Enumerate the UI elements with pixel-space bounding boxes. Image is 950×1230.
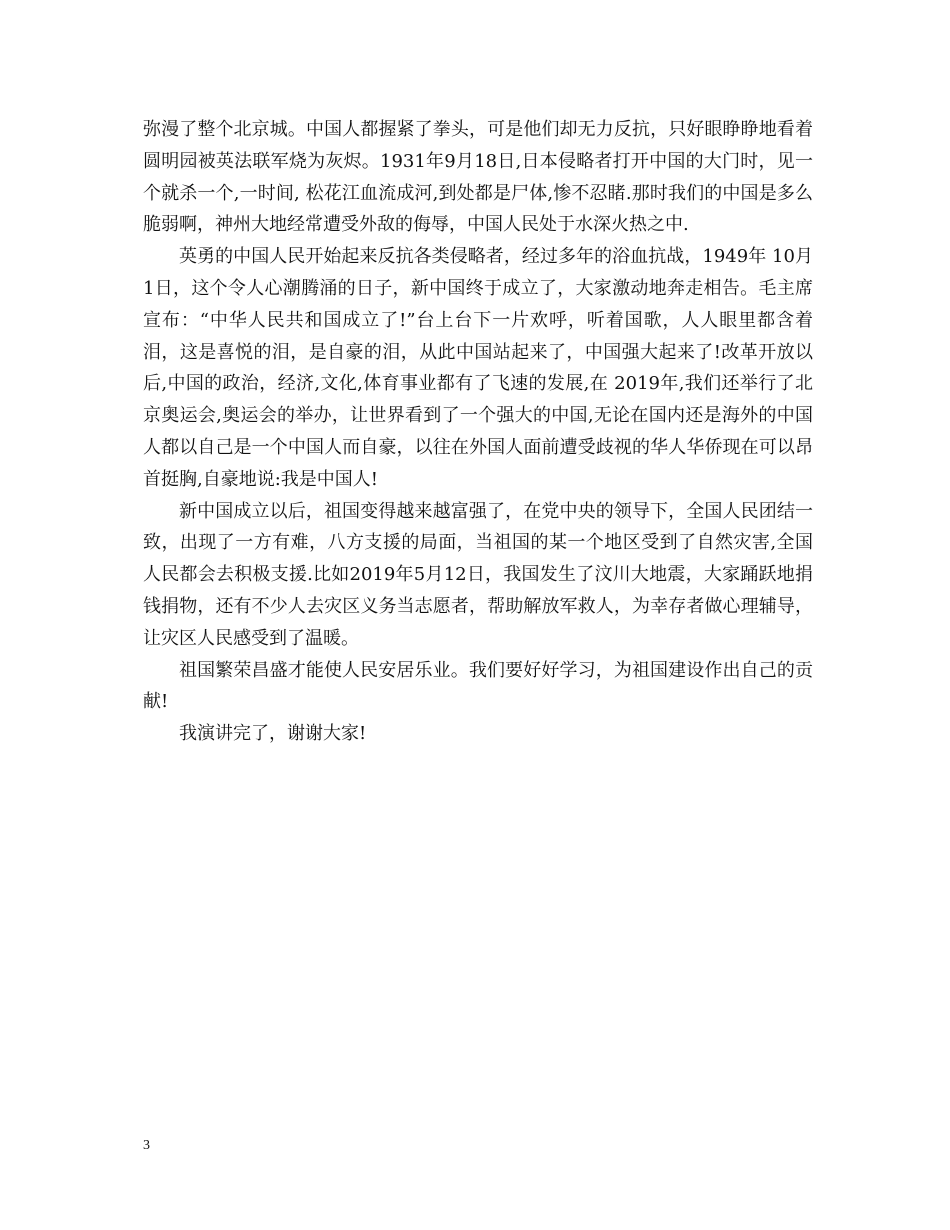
document-body (143, 114, 813, 750)
paragraph-2: 英勇的中国人民开始起来反抗各类侵略者，经过多年的浴血抗战，1949年 10月1日，这个令人心潮腾涌的日子，新中国终于成立了，大家激动地奔走相告。毛主席宣布：“中华人民共和国成立了!”台上台下一片欢呼，听着国歌，人人眼里都含着泪，这是喜悦的泪，是自豪的泪，从此中国站起来了，中国强大起来了!改革开放以后,中国的政治，经济,文化,体育事业都有了飞速的发展,在 2019年,我们还举行了北京奥运会,奥运会的举办，让世界看到了一个强大的中国,无论在国内还是海外的中国人都以自己是一个中国人而自豪，以往在外国人面前遭受歧视的华人华侨现在可以昂首挺胸,自豪地说:我是中国人! (143, 246, 813, 490)
paragraph-5: 我演讲完了，谢谢大家! (179, 723, 367, 745)
paragraph-3: 新中国成立以后，祖国变得越来越富强了，在党中央的领导下，全国人民团结一致，出现了一方有难，八方支援的局面，当祖国的某一个地区受到了自然灾害,全国人民都会去积极支援.比如2019年5月12日，我国发生了汶川大地震，大家踊跃地捐钱捐物，还有不少人去灾区义务当志愿者，帮助解放军救人，为幸存者做心理辅导，让灾区人民感受到了温暖。 (143, 500, 813, 649)
paragraph-4: 祖国繁荣昌盛才能使人民安居乐业。我们要好好学习，为祖国建设作出自己的贡献! (143, 659, 813, 713)
page-number: 3 (143, 1138, 150, 1153)
paragraph-1: 弥漫了整个北京城。中国人都握紧了拳头，可是他们却无力反抗，只好眼睁睁地看着圆明园被英法联军烧为灰烬。1931年9月18日,日本侵略者打开中国的大门时，见一个就杀一个,一时间, 松花江血流成河,到处都是尸体,惨不忍睹.那时我们的中国是多么脆弱啊，神州大地经常遭受外敌的侮辱，中国人民处于水深火热之中. (143, 119, 813, 236)
